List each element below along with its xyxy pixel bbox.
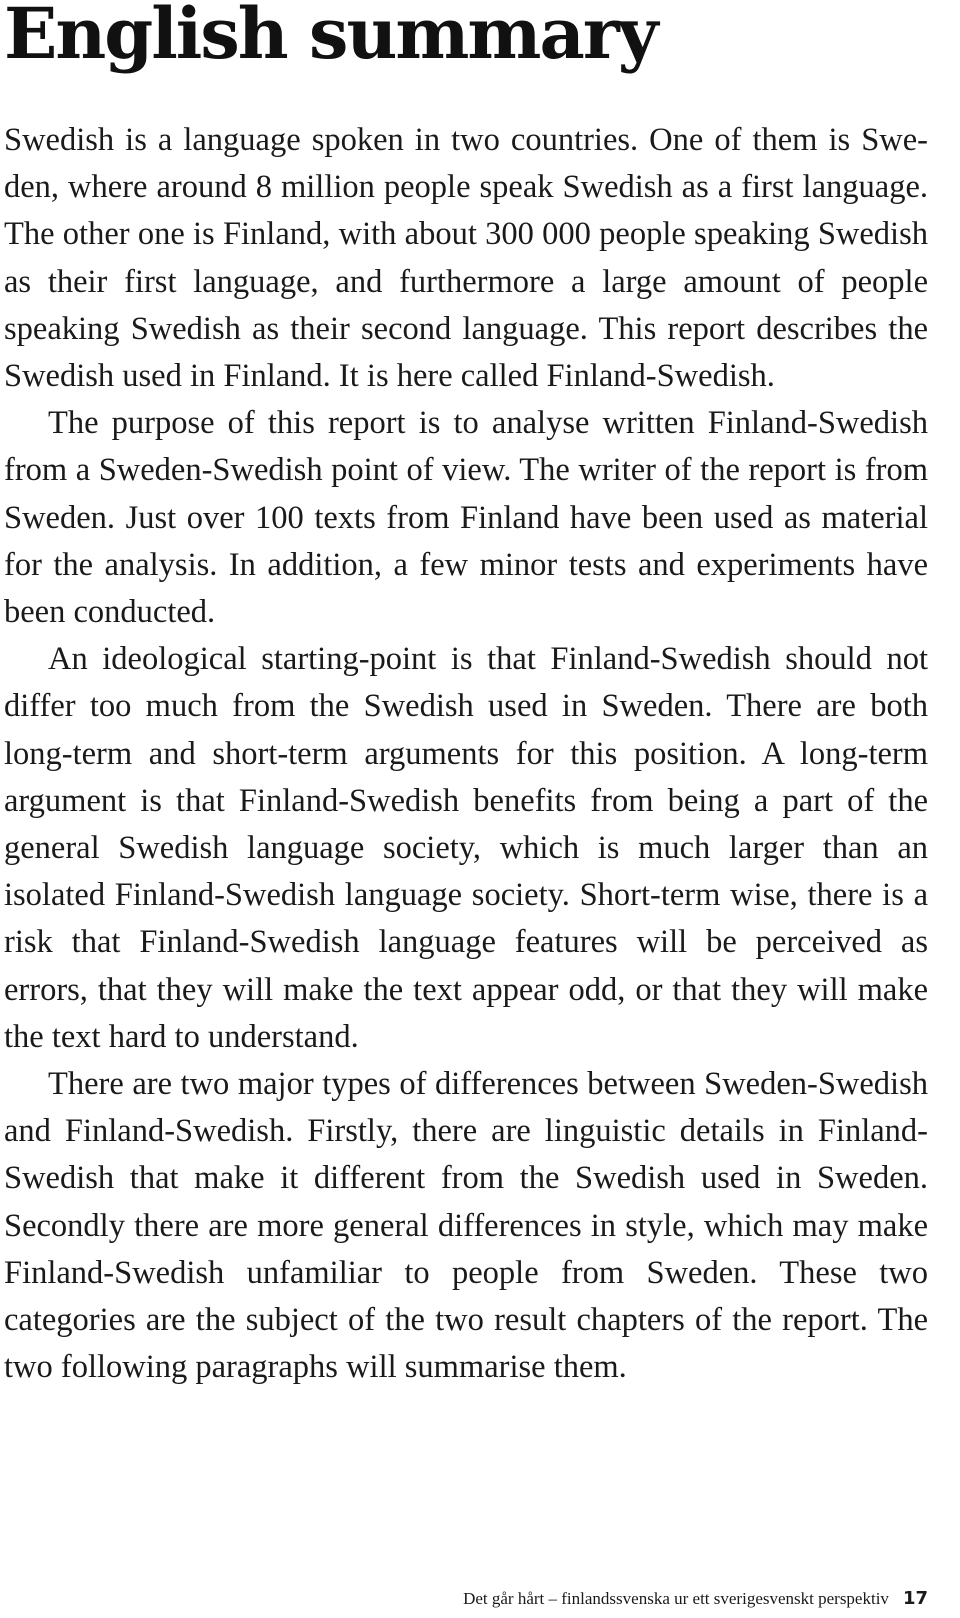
paragraph-3: An ideological starting-point is that Finland-Swedish should not differ too much from the Swedish used in Sweden. There are both long-term and short-term arguments for this position. A long-term argument is that Finland-Swedish benefits from being a part of the general Swedish language society, which is much larger than an isolated Finland-Swedish language society. Short-term wise, there is a risk that Finland-Swedish language features will be perceived as errors, that they will make the text appear odd, or that they will make the text hard to understand.	[4, 641, 928, 1055]
paragraph-1: Swedish is a language spoken in two countries. One of them is Sweden, where around 8 million people speak Swedish as a first language. The other one is Finland, with about 300 000 people speaking Swedish as their first language, and furthermore a large amount of people speaking Swedish as their second language. This report describes the Swedish used in Finland. It is here called Finland-Swedish.	[4, 122, 928, 395]
page-footer	[0, 1588, 928, 1610]
page-heading: English summary	[4, 0, 657, 75]
paragraph-2: The purpose of this report is to analyse written Finland-Swedish from a Sweden-Swedish point of view. The writer of the report is from Sweden. Just over 100 texts from Finland have been used as material for the analysis. In addition, a few minor tests and experiments have been conducted.	[4, 405, 928, 631]
paragraph-4: There are two major types of differences between Sweden-Swedish and Finland-Swedish. Firstly, there are linguistic details in Finland-Swedish that make it different from the Swedish used in Sweden. Secondly there are more general differences in style, which may make Finland-Swedish unfamiliar to people from Sweden. These two categories are the subject of the two result chapters of the report. The two following paragraphs will summarise them.	[4, 1066, 928, 1386]
summary-body	[4, 117, 928, 1391]
page-number: 17	[902, 1588, 928, 1609]
running-title: Det går hårt – finlandssvenska ur ett sverigesvenskt perspektiv	[463, 1589, 889, 1608]
